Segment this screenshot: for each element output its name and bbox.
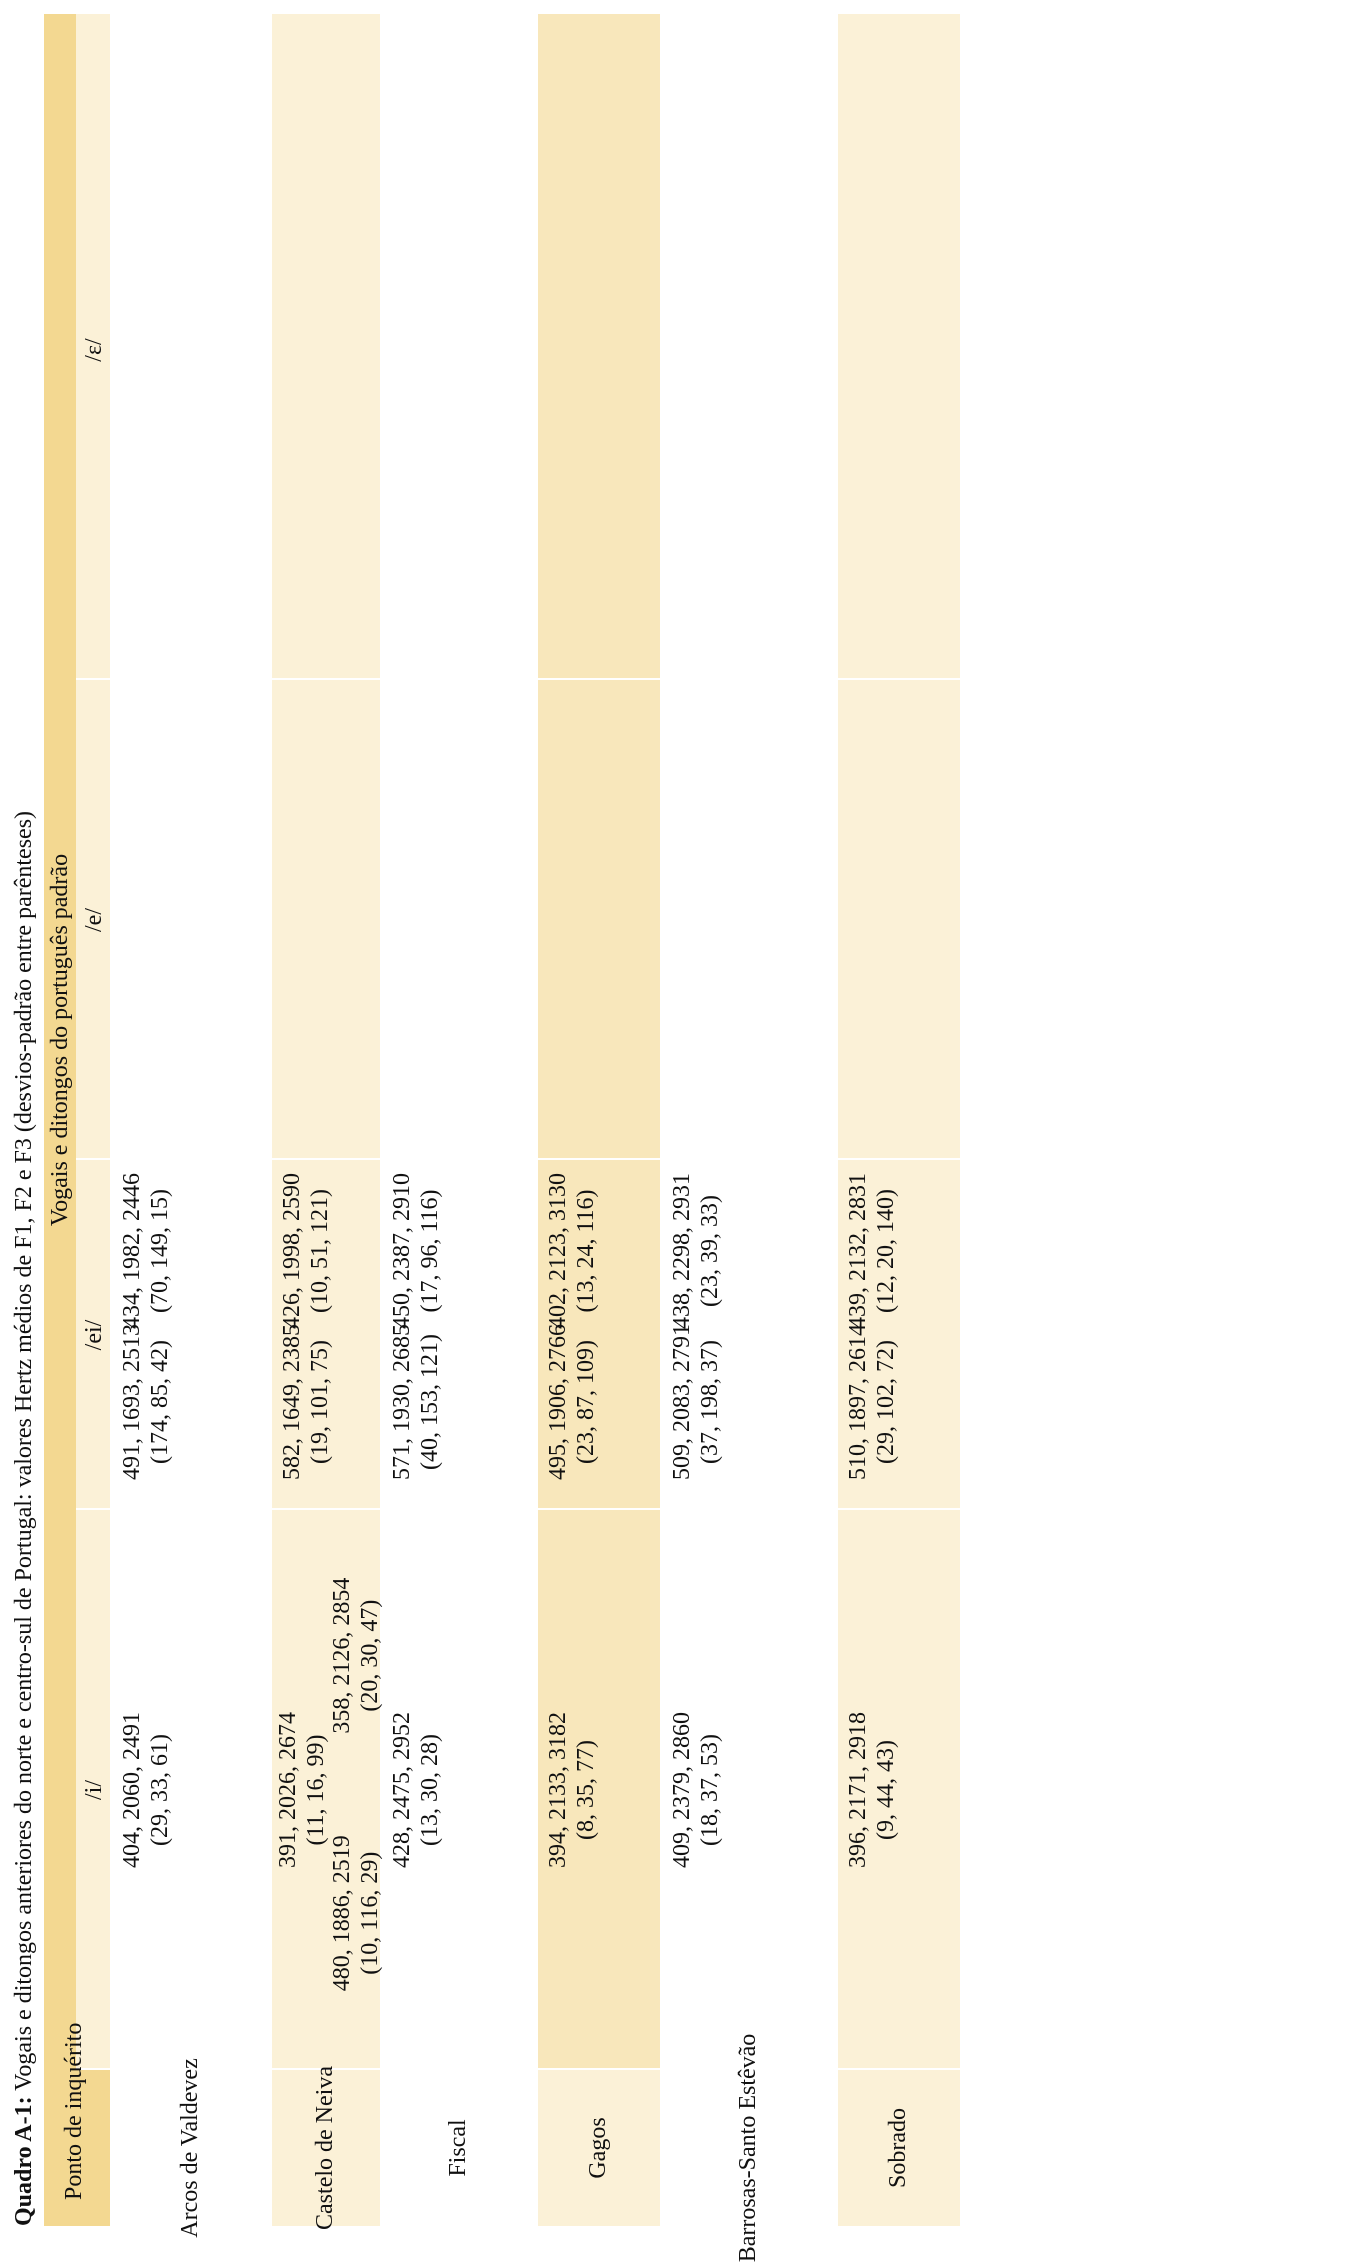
caption-label: Quadro A-1: <box>11 2096 37 2226</box>
cell-2-ei-a-line: 571, 1930, 2685 <box>389 1324 415 1480</box>
header-ponto-label: Ponto de inquérito <box>61 2022 87 2200</box>
caption-text: Vogais e ditongos anteriores do norte e centro-sul de Portugal: valores Hertz médios de F1, F2 e F3 (desvios-padrão entre parênteses) <box>11 810 37 2097</box>
cell-0-i-line: 404, 2060, 2491 <box>119 1712 145 1868</box>
row-separator-0 <box>110 14 112 2226</box>
row-band-2 <box>380 14 536 2226</box>
cell-5-ei-b-line: 439, 2132, 2831 <box>845 1173 871 1329</box>
cell-2-i-line: (13, 30, 28) <box>417 1734 443 1846</box>
row-band-0 <box>110 14 270 2226</box>
row-band-3 <box>536 14 660 2226</box>
column-header-eps: /ɛ/ <box>81 338 107 362</box>
cell-0-ei-a-line: (174, 85, 42) <box>147 1340 173 1464</box>
cell-1-ei-a-line: (19, 101, 75) <box>307 1340 333 1464</box>
cell-0-ei-a-line: 491, 1693, 2513 <box>119 1324 145 1480</box>
place-name-4: Barrosas-Santo Estêvão <box>735 2033 761 2262</box>
cell-4-i-line: 409, 2379, 2860 <box>669 1712 695 1868</box>
cell-1-ei-b <box>278 1173 334 1329</box>
cell-0-i <box>118 1712 174 1868</box>
cell-1-i-top <box>274 1712 330 1868</box>
cell-1-i-a <box>328 1835 384 1991</box>
table-caption <box>8 10 40 2226</box>
row-separator-1 <box>270 14 272 2226</box>
header-group-label: Vogais e ditongos do português padrão <box>47 853 73 1227</box>
cell-4-i-line: (18, 37, 53) <box>697 1734 723 1846</box>
place-name-0: Arcos de Valdevez <box>177 2058 203 2238</box>
cell-4-ei-a <box>668 1324 724 1480</box>
cell-2-ei-b-line: (17, 96, 116) <box>417 1189 443 1313</box>
cell-4-ei-b-line: (23, 39, 33) <box>697 1195 723 1307</box>
cell-5-i-line: 396, 2171, 2918 <box>845 1712 871 1868</box>
cell-5-i-line: (9, 44, 43) <box>873 1740 899 1840</box>
cell-1-ei-b-line: (10, 51, 121) <box>307 1189 333 1313</box>
row-separator-4 <box>660 14 662 2226</box>
column-header-band <box>76 14 110 2070</box>
cell-2-i <box>388 1712 444 1868</box>
cell-1-i-b-line: 358, 2126, 2854 <box>329 1577 355 1734</box>
row-band-4 <box>660 14 836 2226</box>
cell-0-ei-b-line: (70, 149, 15) <box>147 1189 173 1313</box>
col-separator-3 <box>76 678 960 680</box>
cell-3-ei-b-line: 402, 2123, 3130 <box>545 1173 571 1329</box>
cell-1-i-top-line: 391, 2026, 2674 <box>275 1712 301 1868</box>
cell-2-ei-a-line: (40, 153, 121) <box>417 1334 443 1470</box>
place-name-5: Sobrado <box>885 2108 911 2188</box>
cell-3-i-line: (8, 35, 77) <box>573 1740 599 1840</box>
row-separator-5 <box>836 14 838 2226</box>
cell-3-ei-a-line: (23, 87, 109) <box>573 1340 599 1464</box>
cell-1-i-a-line: (10, 116, 29) <box>357 1851 383 1975</box>
cell-0-ei-a <box>118 1324 174 1480</box>
cell-4-ei-b <box>668 1173 724 1329</box>
cell-0-i-line: (29, 33, 61) <box>147 1734 173 1846</box>
cell-4-i <box>668 1712 724 1868</box>
cell-5-ei-a-line: 510, 1897, 2614 <box>845 1324 871 1480</box>
cell-2-ei-a <box>388 1324 444 1480</box>
place-name-1: Castelo de Neiva <box>312 2066 338 2230</box>
cell-5-ei-a <box>844 1324 900 1480</box>
cell-2-ei-b <box>388 1173 444 1329</box>
cell-1-i-b <box>328 1578 384 1734</box>
cell-0-ei-b-line: 434, 1982, 2446 <box>119 1173 145 1329</box>
cell-1-i-top-line: (11, 16, 99) <box>303 1734 329 1846</box>
cell-4-ei-b-line: 438, 2298, 2931 <box>669 1173 695 1329</box>
cell-1-i-b-line: (20, 30, 47) <box>357 1599 383 1712</box>
cell-3-i <box>544 1712 600 1868</box>
cell-2-i-line: 428, 2475, 2952 <box>389 1712 415 1868</box>
cell-0-ei-b <box>118 1173 174 1329</box>
cell-1-i-a-line: 480, 1886, 2519 <box>329 1835 355 1992</box>
place-name-3: Gagos <box>585 2117 611 2179</box>
cell-5-ei-b-line: (12, 20, 140) <box>873 1189 899 1313</box>
col-separator-0 <box>76 2068 960 2070</box>
cell-4-ei-a-line: 509, 2083, 2791 <box>669 1324 695 1480</box>
cell-3-ei-a <box>544 1324 600 1480</box>
cell-1-ei-a <box>278 1324 334 1480</box>
cell-3-ei-b-line: (13, 24, 116) <box>573 1189 599 1313</box>
column-header-ei: /ei/ <box>81 1319 107 1351</box>
col-separator-1 <box>76 1508 960 1510</box>
cell-5-ei-a-line: (29, 102, 72) <box>873 1340 899 1464</box>
cell-5-ei-b <box>844 1173 900 1329</box>
cell-1-ei-b-line: 426, 1998, 2590 <box>279 1173 305 1329</box>
row-separator-3 <box>536 14 538 2226</box>
cell-3-i-line: 394, 2133, 3182 <box>545 1712 571 1868</box>
column-header-e: /e/ <box>81 908 107 932</box>
cell-3-ei-b <box>544 1173 600 1329</box>
col-separator-2 <box>76 1158 960 1160</box>
cell-5-i <box>844 1712 900 1868</box>
row-band-5 <box>836 14 960 2226</box>
cell-1-ei-a-line: 582, 1649, 2385 <box>279 1324 305 1480</box>
place-name-2: Fiscal <box>445 2119 471 2177</box>
cell-2-ei-b-line: 450, 2387, 2910 <box>389 1173 415 1329</box>
cell-3-ei-a-line: 495, 1906, 2766 <box>545 1324 571 1480</box>
column-header-i: /i/ <box>81 1779 107 1801</box>
cell-4-ei-a-line: (37, 198, 37) <box>697 1340 723 1464</box>
